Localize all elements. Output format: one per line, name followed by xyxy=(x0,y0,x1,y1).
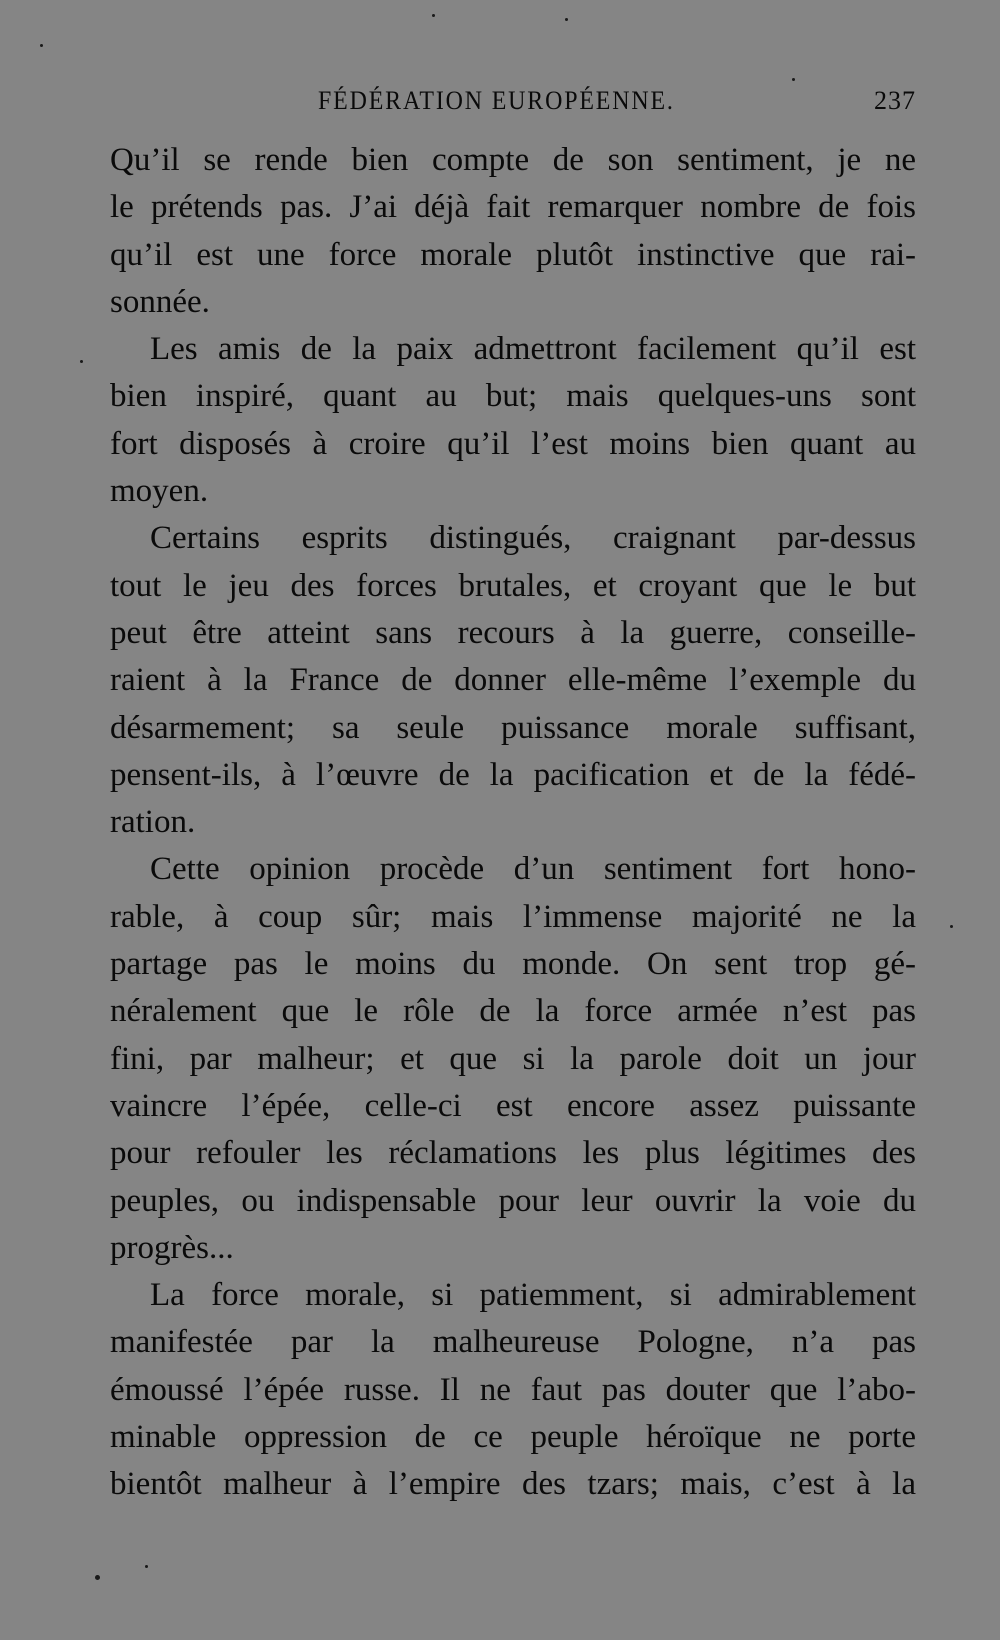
scan-speck xyxy=(432,14,435,17)
scan-speck xyxy=(145,1565,148,1568)
running-title: FÉDÉRATION EUROPÉENNE. xyxy=(318,86,675,115)
text-line: bien inspiré, quant au but; mais quelques-uns sont xyxy=(110,378,916,415)
text-line: pensent-ils, à l’œuvre de la pacification et de la fédé- xyxy=(110,756,916,793)
text-line: moyen. xyxy=(110,473,209,510)
text-line: fini, par malheur; et que si la parole doit un jour xyxy=(110,1040,916,1077)
text-line: tout le jeu des forces brutales, et croyant que le but xyxy=(110,567,916,604)
text-line: bientôt malheur à l’empire des tzars; mais, c’est à la xyxy=(110,1466,916,1503)
text-line: Certains esprits distingués, craignant par-dessus xyxy=(150,520,916,557)
text-line: qu’il est une force morale plutôt instinctive que rai- xyxy=(110,236,916,273)
scan-speck xyxy=(792,78,795,81)
text-line: Cette opinion procède d’un sentiment fort hono- xyxy=(150,851,916,888)
body-text xyxy=(110,137,916,1509)
text-line: ration. xyxy=(110,804,196,841)
scan-speck xyxy=(565,18,568,21)
text-line: peuples, ou indispensable pour leur ouvrir la voie du xyxy=(110,1182,916,1219)
page-number: 237 xyxy=(874,86,916,115)
text-line: La force morale, si patiemment, si admirablement xyxy=(150,1277,916,1314)
text-line: minable oppression de ce peuple héroïque ne porte xyxy=(110,1419,916,1456)
scan-speck xyxy=(80,360,83,363)
text-line: émoussé l’épée russe. Il ne faut pas douter que l’abo- xyxy=(110,1371,916,1408)
text-line: manifestée par la malheureuse Pologne, n’a pas xyxy=(110,1324,916,1361)
text-line: pour refouler les réclamations les plus légitimes des xyxy=(110,1135,916,1172)
scan-speck xyxy=(950,925,953,928)
text-line: Qu’il se rende bien compte de son sentiment, je ne xyxy=(110,142,916,178)
text-line: partage pas le moins du monde. On sent trop gé- xyxy=(110,946,916,983)
text-line: vaincre l’épée, celle-ci est encore assez puissante xyxy=(110,1087,916,1124)
scan-speck xyxy=(95,1575,100,1580)
text-line: désarmement; sa seule puissance morale suffisant, xyxy=(110,709,916,746)
text-line: rable, à coup sûr; mais l’immense majorité ne la xyxy=(110,898,916,935)
text-line: néralement que le rôle de la force armée n’est pas xyxy=(110,993,916,1030)
running-head xyxy=(110,86,916,126)
text-line: Les amis de la paix admettront facilement qu’il est xyxy=(150,331,916,368)
text-line: progrès... xyxy=(110,1229,234,1266)
scan-speck xyxy=(40,44,43,47)
text-line: le prétends pas. J’ai déjà fait remarquer nombre de fois xyxy=(110,189,916,226)
text-line: fort disposés à croire qu’il l’est moins bien quant au xyxy=(110,425,916,462)
text-line: raient à la France de donner elle-même l’exemple du xyxy=(110,662,916,699)
text-line: peut être atteint sans recours à la guerre, conseille- xyxy=(110,614,916,651)
text-line: sonnée. xyxy=(110,283,210,320)
